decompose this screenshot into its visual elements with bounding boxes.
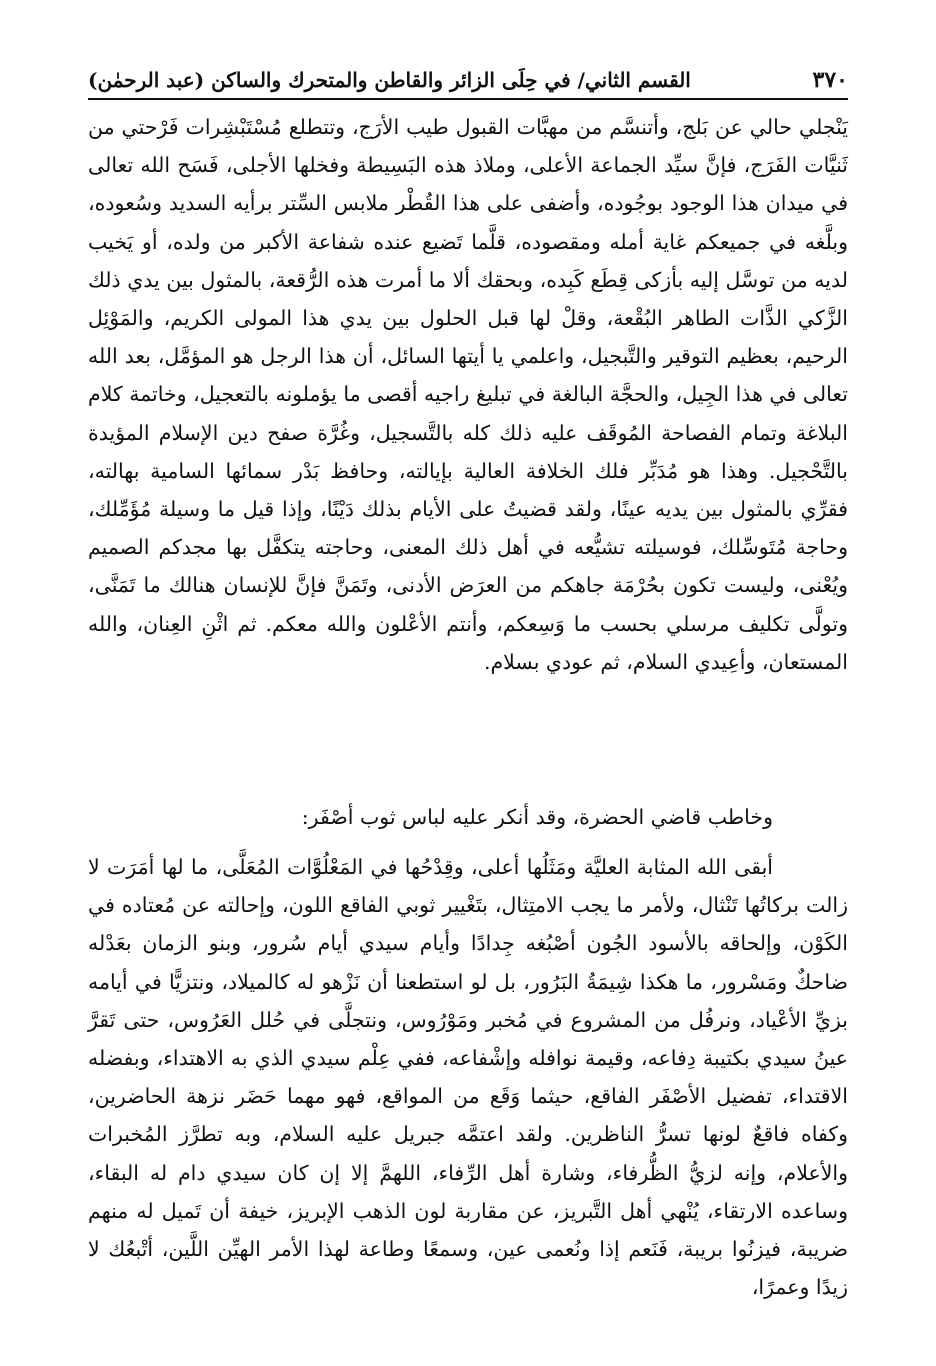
body-paragraph-1: يَنْجلي حالي عن بَلج، وأتنسَّم من مهبَّات القبول طيب الأرَج، وتتطلع مُسْتَبْشِرات فَرْحتي من ثَنيَّات الفَرَج، فإنَّ سيِّد الجماعة الأعلى، وملاذ هذه البَسِيطة وفخلها الأجلى، فَسَح الله تعالى في ميدان هذا الوجود بوجُوده، وأضفى على هذا القُطْر ملابس السِّتر برأيه السديد وسُعوده، وبلَّغه في جميعكم غاية أمله ومقصوده، قلَّما تَضيع عنده شفاعة الأكبر من ولده، أو يَخيب لديه من توسَّل إليه بأزكى قِطَع كَبِده، وبحقك ألا ما أمرت هذه الرُّقعة، بالمثول بين يدي ذلك الزَّكي الذَّات الطاهر البُقْعة، وقلْ لها قبل الحلول بين يدي هذا المولى الكريم، والمَوْئِل الرحيم، بعظيم التوقير والتَّبجيل، واعلمي يا أيتها السائل، أن هذا الرجل هو المؤمَّل، بعد الله تعالى في هذا الجِيل، والحجَّة البالغة في تبليغ راجيه أقصى ما يؤملونه بالتعجيل، وخاتمة كلام البلاغة وتمام الفصاحة المُوقَف عليه ذلك كله بالتَّسجيل، وغُرَّة صفح دين الإسلام المؤيدة بالتَّحْجيل. وهذا هو مُدَبِّر فلك الخلافة العالية بإيالته، وحافظ بَدْر سمائها السامية بهالته، فقرِّي بالمثول بين يديه عينًا، ولقد قضيتُ على الأيام بذلك دَيْنًا، وإذا قيل ما وسيلة مُؤَمِّلك، وحاجة مُتَوسِّلك، فوسيلته تشيُّعه في أهل ذلك المعنى، وحاجته يتكفَّل بها مجدكم الصميم ويُعْنى، وليست تكون بحُرْمَة جاهكم من العرَض الأدنى، وتَمَنَّ فإنَّ للإنسان هنالك ما تَمَنَّى، وتولَّى تكليف مرسلي بحسب ما وَسِعكم، وأنتم الأعْلون والله معكم. ثم اثْنِ العِنان، والله المستعان، وأعِيدي السلام، ثم عودي بسلام. [88, 115, 848, 674]
body-paragraph-2: أبقى الله المثابة العليَّة ومَثَلُها أعلى، وقِدْحُها في المَعْلُوَّات المُعَلَّى، ما لها أمَرَت لا زالت بركاتُها تَنْثال، ولأمر ما يجب الامتِثال، بتَغْيير ثوبي الفاقع اللون، وإحالته عن مُعتاده في الكَوْن، وإلحاقه بالأسود الجُون أصْبُغه جِدادًا وأيام سيدي أيام سُرور، وبنو الزمان بعَدْله ضاحكٌ ومَسْرور، ما هكذا شِيمَةُ البَرُور، بل لو استطعنا أن نَزْهو له كالميلاد، ونتزيًّا في أيامه بزيِّ الأعْياد، ونرفُل من المشروع في مُخبر ومَوْرُوس، ونتجلَّى في حُلل العَرُوس، حتى تَقرَّ عينُ سيدي بكتيبة دِفاعه، وقيمة نوافله وإشْفاعه، ففي عِلْم سيدي الذي به الاهتداء، وبفضله الاقتداء، تفضيل الأصْفَر الفاقع، حيثما وَقَع من المواقع، فهو مهما حَضَر نزهة الحاضرين، وكفاه فاقعٌ لونها تسرُّ الناظرين. ولقد اعتمَّه جبريل عليه السلام، وبه تطرَّز المُخبرات والأعلام، وإنه لزيُّ الظُّرفاء، وشارة أهل الرِّفاء، اللهمَّ إلا إن كان سيدي دام له البقاء، وساعده الارتقاء، يُنْهي أهل التَّبريز، عن مقاربة لون الذهب الإبريز، خيفة أن تَميل له منهم ضريبة، فيزنُوا بريبة، فَنَعم إذا ونُعمى عين، وسمعًا وطاعة لهذا الأمر الهيِّن اللَّين، أتْبعُك لا زيدًا وعمرًا، [88, 855, 848, 1300]
page-number: ٣٧٠ [812, 67, 848, 93]
running-title: القسم الثاني/ في حِلَى الزائر والقاطن والمتحرك والساكن (عبد الرحمٰن) [88, 68, 691, 92]
running-header [88, 58, 848, 100]
section-intro-line: وخاطب قاضي الحضرة، وقد أنكر عليه لباس ثوب أصْفَر: [301, 805, 773, 829]
